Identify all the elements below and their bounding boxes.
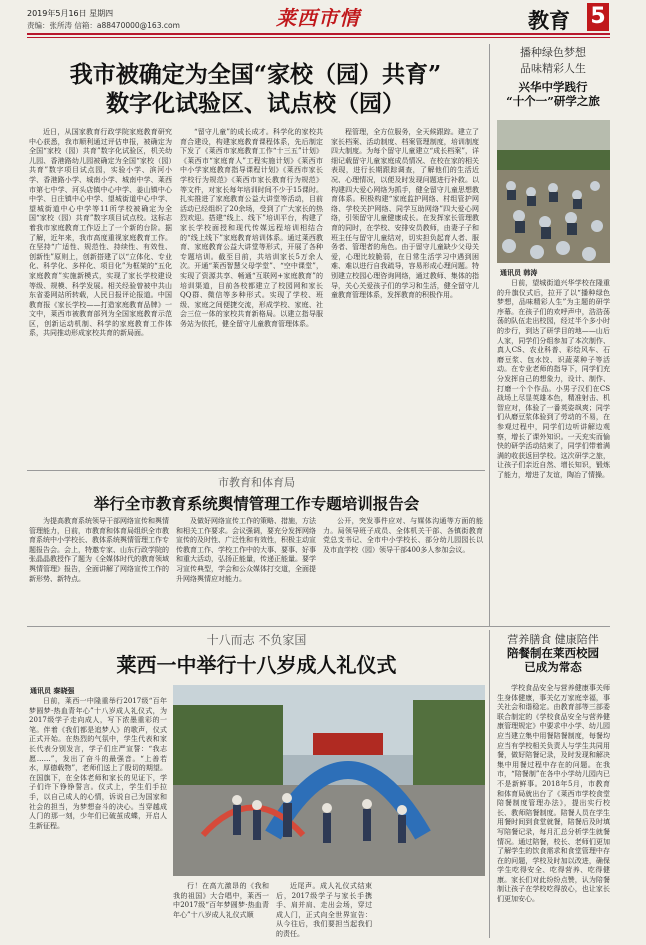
lead-column-1 xyxy=(29,128,172,464)
mid-column-2 xyxy=(176,517,316,621)
lead-column-3 xyxy=(331,128,479,464)
side1-headline-line2: “十个一”研学之旅 xyxy=(506,94,600,108)
header-rule xyxy=(27,33,610,35)
lead-column-3-text: 程管理，全方位服务，全天候跟踪。建立了家长档案、活动制度、档案管理制度，培训制度四大制度。为每个留守儿童建立“成长档案”，详细记载留守儿童家庭成员情况、在校在家的相关表现，进行长期跟踪调查，了解他们的生活近况、心理情况，以便及时发现问题进行补救。以构建四大爱心网络为抓手，健全留守儿童思想教育体系。积极构建“家庭监护网络、村组管护网络、学校关护网络、同学互助网络”四大爱心网络，引领留守儿童健康成长。在发挥家长管理教育的同时，在学校、安排安员教师，由妻子子和班主任与留守儿童结对，切实担负起育人者、服务者、管理者的角色。由于留守儿童缺少父母关爱，心理比较脆弱，在日常生活学习中遇到困难、难以进行自我疏导，容易形成心理问题。特别建立校园心理咨询网络，通过教师、集体的指导，关心关爱孩子们的学习和生活，健全留守儿童教育管理体系，发挥教育的积极作用。 xyxy=(331,128,479,300)
section-divider-bottom xyxy=(27,626,610,627)
side2-headline xyxy=(496,646,610,674)
feature-byline: 通讯员 秦晓强 xyxy=(30,686,75,695)
feature-kicker: 十八而志 不负家国 xyxy=(206,633,307,647)
feature-column-2 xyxy=(173,882,269,940)
side1-kicker-line2: 品味精彩人生 xyxy=(520,62,586,75)
feature-column-3 xyxy=(276,882,372,940)
side1-body-text: 日前，望城街道兴华学校在隆重的升旗仪式后，拉开了以“播种绿色梦想，品味精彩人生”为主题的研学序幕。在孩子们的欢呼声中，浩浩荡荡的队伍走出校园，经过半个多小时的步行，到达了研学目的地——山后人家，同学们分组参加了本次制作、真人CS、农业科普、彩绘风车、石磨豆浆、包水饺、识蔬菜种子等活动。在专业老师的指导下，同学们充分发挥自己的想象力，设计、制作、打磨一个个作品。小男子汉们在CS战场上尽显英雄本色，精准射击、机智应对，体验了一番英姿飒爽；同学们从磨豆浆体验到了劳动的不易，在参观过程中，同学们边听讲解边观察，增长了课外知识。一天充实而愉快的研学活动结束了，同学们带着满满的收获返回学校。这次研学之旅，让孩子们亲近自然、增长知识，锻炼了能力，增进了友谊，陶冶了情操。 xyxy=(497,279,610,479)
lead-headline-line1: 我市被确定为全国“家校（园）共育” xyxy=(69,61,442,88)
side2-kicker: 营养膳食 健康陪伴 xyxy=(507,633,599,646)
lead-column-2 xyxy=(180,128,323,464)
column-divider xyxy=(489,44,490,626)
feature-column-3-text: 近尾声。成人礼仪式结束后，2017级学子与家长手携手、肩并肩、走出会场，穿过成人门，正式向全世界宣告：从今往后，我们要担当起我们的责任。 xyxy=(276,882,372,938)
page-number: 5 xyxy=(587,3,609,31)
masthead: 莱西市情 xyxy=(276,6,360,30)
mid-column-3-text: 公开，突发事件应对、与媒体沟通等方面的能力。局领导班子成员、全体机关干部、各镇街教育党总支书记、全市中小学校长、部分幼儿园园长以及市直学校（园）领导干部400多人参加会议。 xyxy=(323,517,483,554)
side2-headline-line1: 陪餐制在莱西校园 xyxy=(507,646,599,660)
section-title: 教育 xyxy=(528,9,570,33)
side1-body xyxy=(497,279,610,627)
side2-headline-line2: 已成为常态 xyxy=(524,660,582,674)
mid-column-2-text: 及做好网络宣传工作的策略、措施，方法和相关工作要求。会议强调，要充分发挥网络宣传的及时性、广泛性和有效性，积极主动宣传教育工作、学校工作中的大事、要事、好事和重大活动，弘扬正能量，传递正能量。要学习宣传典型，学会和公众媒体打交道，全面提升网络舆情应对能力。 xyxy=(176,517,316,583)
header-rule-thin xyxy=(27,37,610,38)
column-divider-bottom xyxy=(489,630,490,938)
mid-column-1 xyxy=(29,517,169,621)
lead-column-2-text: “留守儿童”的成长成才。科学化的家校共育合建设，构建家庭教育课程体系，先后制定下发了《莱西市家庭教育工作“十三五”计划》《莱西市“家庭育人”工程实施计划》《莱西市中小学家庭教育指导课程计划》《莱西市家长学校行为规范》《莱西市家长教育行为规范》等文件，对家长每年培训时间不少于15课时。扎实推进了家庭教育公益大讲堂等活动，目前活动已经组织了20余场，受到了广大家长的热烈欢迎。搭建“线上、线下”培训平台，构建了家长学校面授和现代传媒远程培训相结合的“线上线下”家庭教育培训体系。通过莱西教育、家庭教育公益大讲堂等形式，开展了各种专题培训。截至目前，共培训家长5万余人次。开通“莱西智慧父母学堂”、“空中课堂”，实现了资源共享、畅通“互联网+家庭教育”的培训渠道，目前各校都建立了校园网和家长QQ群、微信等多种形式。实现了学校、班级、家庭之间便捷交流，形成学校、家庭、社会三位一体的家校共育新格局。以建立指导服务站为依托，健全留守儿童教育管理体系。 xyxy=(180,128,323,328)
side1-headline-line1: 兴华中学践行 xyxy=(518,80,588,94)
mid-column-3 xyxy=(323,517,483,621)
side2-body-text: 学校食品安全与营养健康事关师生身体健康，事关亿万家庭幸福，事关社会和谐稳定。由教育部等三部委联合制定的《学校食品安全与营养健康管理规定》中要求中小学、幼儿园应当建立集中用餐陪餐制度，每餐均应当有学校相关负责人与学生共同用餐，做好陪餐记录，及时发现和解决集中用餐过程中存在的问题。在我市，“陪餐制”在各中小学幼儿园内已不是新鲜事。2018年5月，市教育和体育局就出台了《莱西市学校食堂陪餐制度管理办法》，提出实行校长、教师陪餐制度。陪餐人员在学生用餐时间到食堂就餐，陪餐后及时填写陪餐记录，每月汇总分析学生就餐情况。通过陪餐，校长、老师们更加了解学生的饮食需求和食堂管理中存在的问题，学校及时加以改进，确保学生吃得安全、吃得营养、吃得健康。家长们对此纷纷点赞，认为陪餐制让孩子在学校吃得放心，也让家长们更加安心。 xyxy=(497,684,610,904)
lead-column-1-text: 近日，从国家教育行政学院家庭教育研究中心获悉，我市顺利通过评估申报，被确定为全国“家校（园）共育”数字化试验区，机关幼儿园、香港路幼儿园被确定为全国“家校（园）共育”数字项目试点园，实验小学、滨河小学、香港路小学、城南小学、城南中学、莱西市第七中学、河头店镇中心中学、姜山镇中心中学、日庄镇中心中学、望城街道中心中学、望城街道中心中学等11所学校被确定为全国“家校（园）共育”数字项目试点校。这标志着我市家庭教育工作迈上了一个新的台阶。据了解，近年来，我市高度重视家庭教育工作。在坚持“广适性、规范性、持续性、有效性、创新性”原则上，创新搭建了以“立体化、专业化、科学化、多样化、项目化”为框架的“五化家庭教育”实施新模式，实现了家长学校建设等级、规模、科学发展。相关经验曾被中共山东省委网站所转载，人民日报评论报道。中国教育报《家长学校——打造家庭教育品牌》一文中，莱西市被教育部列为全国家庭教育示范区，创新运动机制、科学的家庭教育工作体系，共同推动形成家校共育的新局面。 xyxy=(29,128,172,338)
feature-column-2-text: 行！在高亢激昂的《我和我的祖国》大合唱中，莱西一中2017级“百年梦圆梦·热血青年心”十八岁成人礼仪式顺 xyxy=(173,882,269,919)
side1-byline: 通讯员 韩涛 xyxy=(500,268,538,277)
side1-headline xyxy=(496,80,610,108)
feature-headline: 莱西一中举行十八岁成人礼仪式 xyxy=(116,653,397,677)
side1-kicker xyxy=(496,44,610,76)
coming-of-age-photo xyxy=(173,685,485,876)
mid-column-1-text: 为提高教育系统领导干部网络宣传和舆情管理能力，日前，市教育和体育局组织全市教育系统中小学校长、教体系统舆情管理工作专题报告会。会上，特邀专家、山东行政学院的张晶晶教授作了题为《全媒体时代的教育领域舆情管理》报告，全面讲解了网络宣传工作的新形势、新特点。 xyxy=(29,517,169,583)
editor-info: 责编：张所涛 信箱：a88470000@163.com xyxy=(27,21,180,30)
section-divider-mid xyxy=(27,470,485,471)
issue-date: 2019年5月16日 星期四 xyxy=(27,9,114,18)
side2-body xyxy=(497,684,610,938)
lead-headline xyxy=(28,60,483,118)
feature-column-1 xyxy=(29,697,167,935)
lead-headline-line2: 数字化试验区、试点校（园） xyxy=(106,90,405,117)
mid-kicker: 市教育和体育局 xyxy=(218,476,295,489)
study-trip-photo xyxy=(497,120,610,263)
mid-headline: 举行全市教育系统舆情管理工作专题培训报告会 xyxy=(93,494,420,513)
side1-kicker-line1: 播种绿色梦想 xyxy=(520,46,586,59)
feature-column-1-text: 日前，莱西一中隆重举行2017级“百年梦圆梦·热血青年心”十八岁成人礼仪式，为2017级学子走向成人，写下浓墨重彩的一笔。伴着《我们都是追梦人》的歌声，仪式正式开始。在热烈的气氛中，学生代表和家长代表分别发言，学子们庄严宣誓：“我志愿……”，发出了奋斗的最强音。“上善若水，厚德载物”，老师们送上了殷切的期望。在国旗下，在全体老师和家长的见证下，学子们许下铮铮誓言。仪式上，学生们手拉手，以自己成人的心情，诉说自己为国家和社会的担当，为梦想奋斗的决心。当穿越成人门的那一刻，少年们已破茧成蝶，开启人生新征程。 xyxy=(29,697,167,830)
